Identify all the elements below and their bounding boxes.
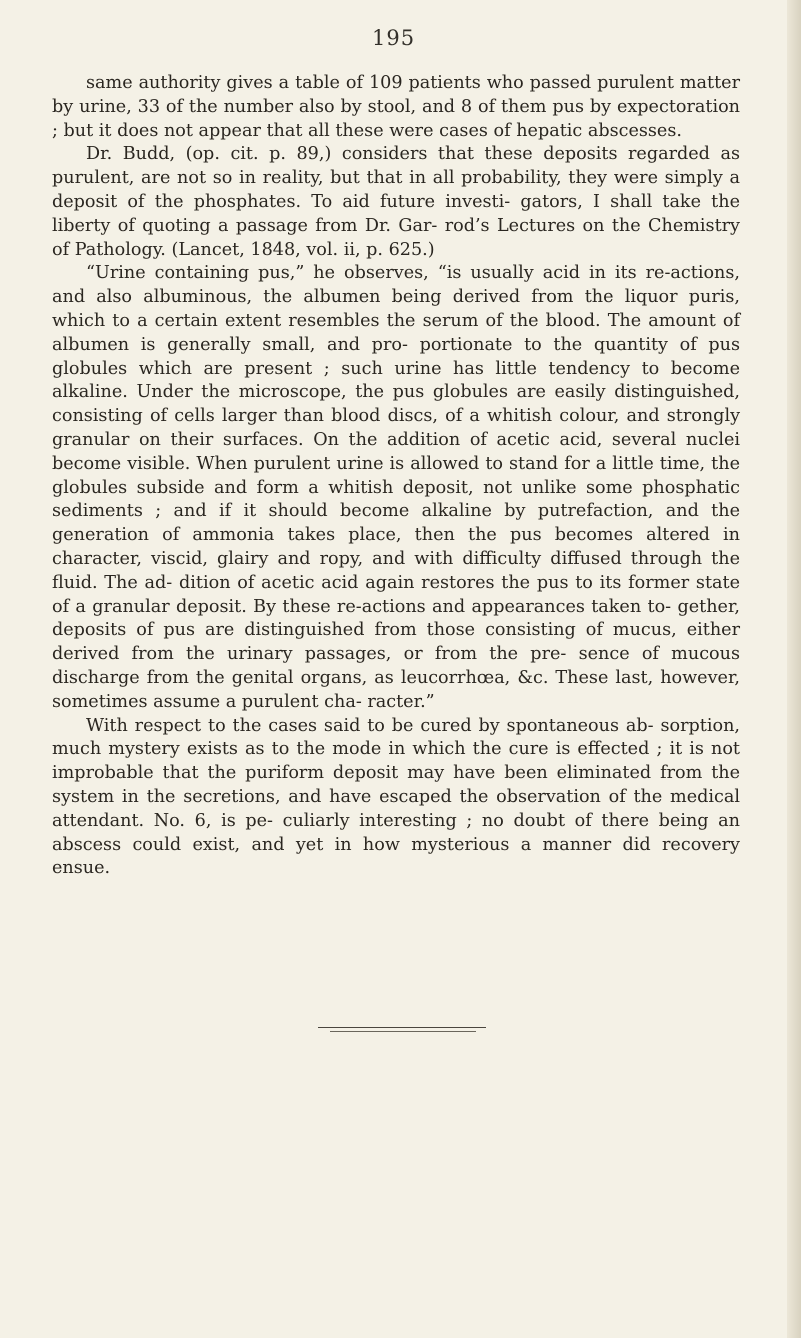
text-line: is effected ; it is not improbable that the puriform deposit may	[52, 739, 740, 784]
text-line: &c. These last, however, sometimes assume a purulent cha-	[52, 667, 741, 712]
text-line: sence of mucous discharge from the genital organs, as leucorrhœa,	[52, 644, 740, 688]
text-line: and ropy, and with difficulty diffused through the fluid. The ad-	[52, 548, 740, 593]
text-line: culiarly interesting ; no doubt of there being an abscess could	[52, 810, 740, 855]
text-line: escaped the observation of the medical attendant. No. 6, is pe-	[52, 786, 741, 831]
page-number: 195	[372, 26, 416, 50]
text-line: matter by urine, 33 of the number also by stool, and 8 of them	[52, 73, 740, 117]
text-line: cases of hepatic abscesses.	[439, 120, 682, 141]
text-line: the liquor puris, which to a certain extent resembles the serum of	[52, 287, 741, 331]
text-line: dition of acetic acid again restores the pus to its former state of a	[52, 572, 740, 617]
text-line: ii, p. 625.)	[343, 239, 435, 260]
text-line: racter.”	[367, 691, 435, 712]
text-line: nuclei become visible. When purulent urine is allowed to stand	[52, 429, 741, 474]
closing-rule	[318, 1027, 486, 1028]
text-line: not unlike some phosphatic sediments ; and if it should become	[52, 477, 741, 522]
closing-rule-thin	[330, 1031, 476, 1032]
text-line: sorption, much mystery exists as to the mode in which the cure	[52, 715, 740, 760]
text-line: place, then the pus becomes altered in character, viscid, glairy	[52, 525, 740, 569]
text-line: Dr. Budd, (op. cit. p. 89,) considers that these deposits regarded	[86, 144, 710, 165]
text-line: same authority gives a table of 109 patients who passed purulent	[86, 73, 674, 93]
paragraph-2	[52, 143, 740, 262]
text-line: as purulent, are not so in reality, but that in all probability, they	[52, 144, 740, 189]
text-line: granular deposit. By these re-actions and appearances taken to-	[92, 596, 672, 617]
text-line: gators, I shall take the liberty of quoting a passage from Dr. Gar-	[52, 191, 740, 236]
text-line: mucus, either derived from the urinary passages, or from the pre-	[52, 620, 740, 665]
text-line: “Urine containing pus,” he observes, “is usually acid in its	[86, 263, 637, 284]
paragraph-4	[52, 715, 740, 882]
text-line: gether, deposits of pus are distinguished from those consisting of	[52, 596, 741, 641]
text-line: exist, and yet in how mysterious a manner did recovery ensue.	[52, 834, 740, 879]
paragraph-1	[52, 72, 740, 143]
paragraph-3-quotation	[52, 262, 740, 714]
text-line: portionate to the quantity of pus globules which are present ;	[52, 334, 740, 379]
text-line: the blood. The amount of albumen is generally small, and pro-	[52, 310, 740, 355]
text-line: pus by expectoration ; but it does not appear that all these were	[52, 96, 740, 141]
text-line: alkaline by putrefaction, and the generation of ammonia takes	[52, 501, 740, 546]
text-line: for a little time, the globules subside and form a whitish deposit,	[52, 453, 740, 498]
text-line: re-actions, and also albuminous, the albumen being derived from	[52, 263, 740, 308]
text-line: such urine has little tendency to become alkaline. Under the	[52, 358, 741, 403]
body-text	[52, 72, 740, 881]
text-line: granular on their surfaces. On the addition of acetic acid, several	[52, 429, 677, 450]
text-line: rod’s Lectures on the Chemistry of Pathology. (Lancet, 1848, vol.	[52, 215, 741, 260]
text-line: microscope, the pus globules are easily distinguished, consisting	[52, 382, 740, 427]
text-line: of cells larger than blood discs, of a whitish colour, and strongly	[149, 406, 741, 427]
text-line: have been eliminated from the system in the secretions, and have	[52, 763, 741, 807]
text-line: were simply a deposit of the phosphates. To aid future investi-	[52, 168, 741, 212]
page-edge	[787, 0, 801, 1338]
text-line: With respect to the cases said to be cured by spontaneous ab-	[86, 715, 654, 736]
